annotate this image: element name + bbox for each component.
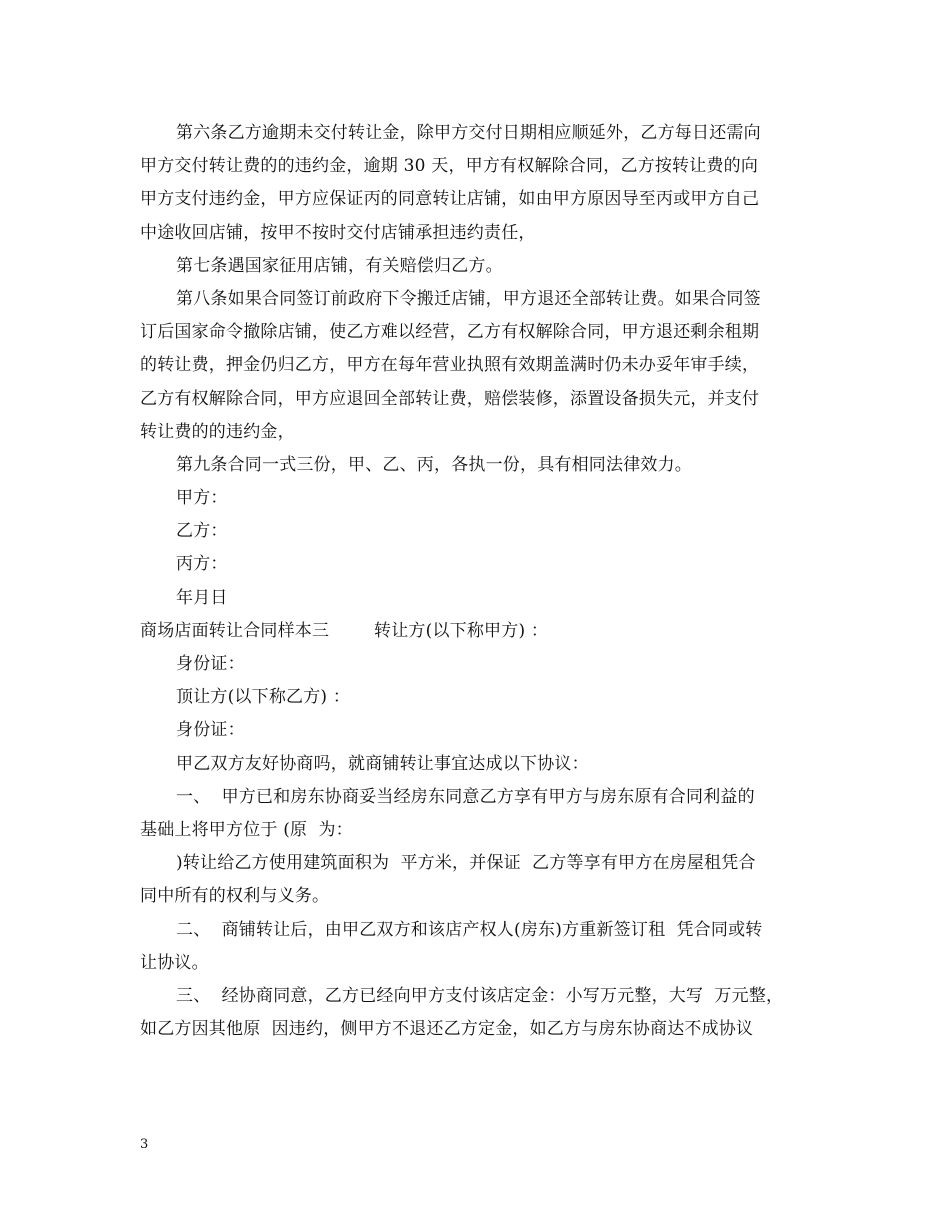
document-body bbox=[140, 117, 820, 1046]
text-line: 身份证： bbox=[176, 720, 245, 741]
text-line: )转让给乙方使用建筑面积为 平方米，并保证 乙方等享有甲方在房屋租凭合 bbox=[176, 853, 756, 874]
text-line: 第八条如果合同签订前政府下令搬迁店铺，甲方退还全部转让费。如果合同签 bbox=[176, 288, 761, 309]
page-number: 3 bbox=[140, 1137, 149, 1152]
text-line: 甲方支付违约金，甲方应保证丙的同意转让店铺，如由甲方原因导至丙或甲方自己 bbox=[140, 189, 760, 210]
text-line: 乙方有权解除合同，甲方应退回全部转让费，赔偿装修，添置设备损失元，并支付 bbox=[140, 388, 760, 409]
text-line: 订后国家命令撤除店铺，使乙方难以经营，乙方有权解除合同，甲方退还剩余租期 bbox=[140, 322, 760, 343]
text-line: 转让费的的违约金， bbox=[140, 421, 295, 442]
text-line: 顶让方(以下称乙方) ： bbox=[176, 687, 351, 708]
text-line: 甲乙双方友好协商吗，就商铺转让事宜达成以下协议： bbox=[176, 753, 589, 774]
text-line: 丙方： bbox=[176, 554, 228, 575]
text-line: 乙方： bbox=[176, 521, 228, 542]
text-line: 甲方交付转让费的的违约金，逾期 30 天，甲方有权解除合同，乙方按转让费的向 bbox=[140, 156, 759, 177]
text-line: 甲方： bbox=[176, 488, 228, 509]
text-line: 第七条遇国家征用店铺，有关赔偿归乙方。 bbox=[176, 255, 503, 276]
text-line: 第六条乙方逾期未交付转让金，除甲方交付日期相应顺延外，乙方每日还需向 bbox=[176, 123, 761, 143]
text-line: 让协议。 bbox=[140, 952, 209, 973]
text-line: 三、 经协商同意，乙方已经向甲方支付该店定金：小写万元整，大写 万元整， bbox=[176, 985, 784, 1006]
text-line: 身份证： bbox=[176, 654, 245, 674]
text-line: 同中所有的权利与义务。 bbox=[140, 886, 330, 907]
text-line: 的转让费，押金仍归乙方，甲方在每年营业执照有效期盖满时仍未办妥年审手续， bbox=[140, 355, 760, 376]
text-line: 一、 甲方已和房东协商妥当经房东同意乙方享有甲方与房东原有合同利益的 bbox=[176, 786, 755, 807]
text-line: 如乙方因其他原 因违约，侧甲方不退还乙方定金，如乙方与房东协商达不成协议 bbox=[140, 1019, 754, 1040]
text-line: 商场店面转让合同样本三 转让方(以下称甲方) ： bbox=[140, 620, 549, 641]
text-line: 中途收回店铺，按甲不按时交付店铺承担违约责任， bbox=[140, 222, 536, 243]
text-line: 二、 商铺转让后，由甲乙双方和该店产权人(房东)方重新签订租 凭合同或转 bbox=[176, 919, 763, 940]
text-line: 第九条合同一式三份，甲、乙、丙，各执一份，具有相同法律效力。 bbox=[176, 454, 692, 475]
text-line: 年月日 bbox=[176, 587, 228, 608]
text-line: 基础上将甲方位于 (原 为： bbox=[140, 819, 353, 840]
